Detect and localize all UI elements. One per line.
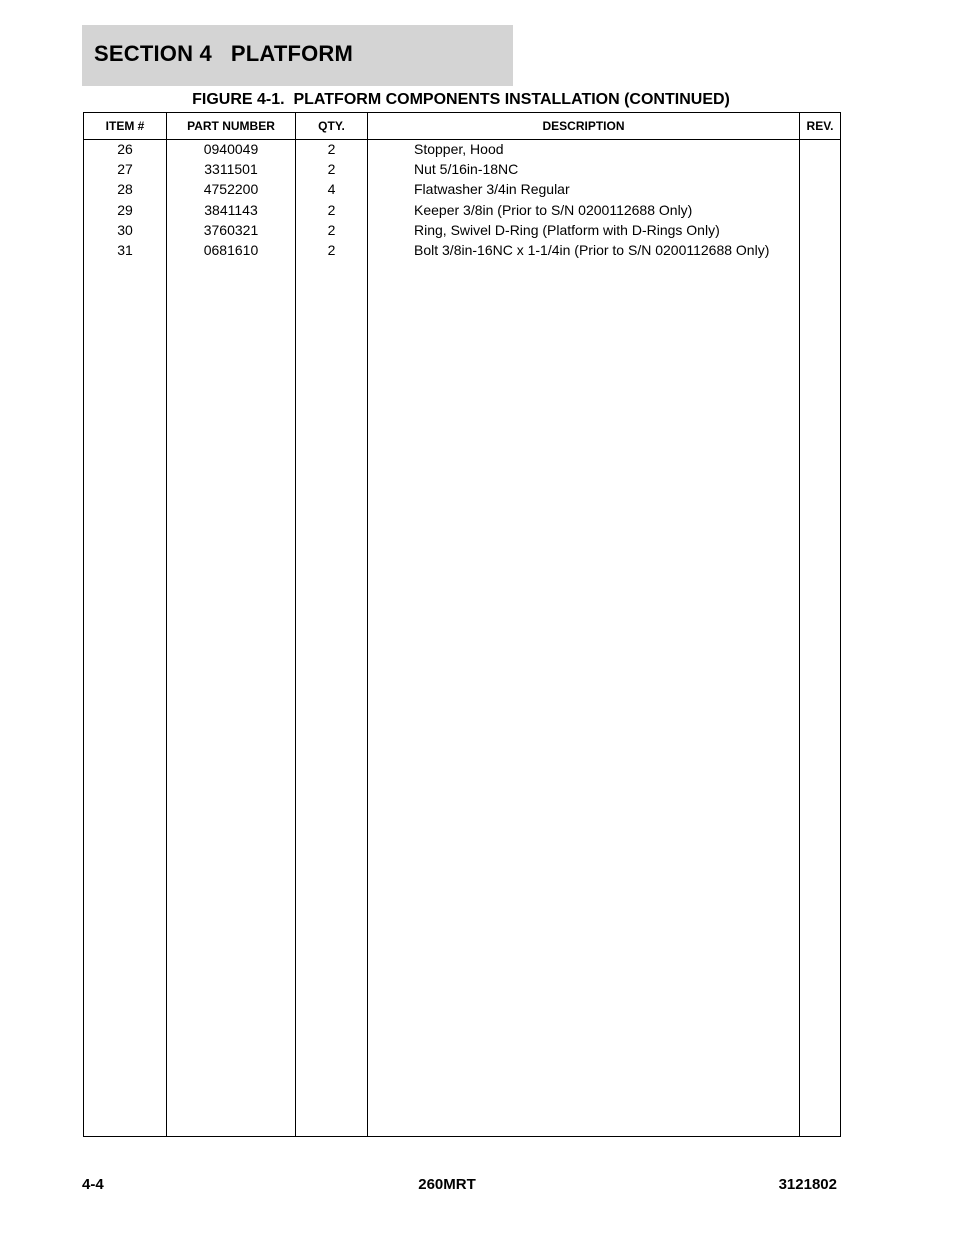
cell-qty: 2 (327, 201, 336, 218)
cell-description: Bolt 3/8in-16NC x 1-1/4in (Prior to S/N 0200112688 Only) (414, 242, 770, 258)
table-row (84, 240, 840, 260)
cell-item: 29 (117, 201, 133, 218)
cell-part-number: 3841143 (204, 201, 258, 218)
cell-part-number: 4752200 (203, 181, 259, 198)
section-banner (82, 25, 513, 86)
column-divider (799, 113, 800, 1136)
cell-qty: 2 (327, 141, 336, 157)
header-part-number: PART NUMBER (187, 119, 275, 133)
cell-item: 27 (117, 161, 133, 178)
cell-description: Ring, Swivel D-Ring (Platform with D-Rings Only) (414, 221, 720, 238)
cell-qty: 2 (327, 161, 336, 178)
table-row (84, 220, 840, 240)
cell-part-number: 3311501 (204, 161, 258, 178)
footer-model: 260MRT (418, 1176, 476, 1193)
parts-table (83, 112, 841, 1137)
header-rev: REV. (806, 119, 834, 133)
cell-part-number: 0940049 (203, 141, 259, 157)
table-row (84, 200, 840, 220)
header-item: ITEM # (105, 119, 145, 133)
cell-rev (800, 220, 840, 240)
footer-page-number: 4-4 (82, 1176, 104, 1193)
table-row (84, 179, 840, 199)
section-title: SECTION 4 PLATFORM (94, 41, 354, 66)
cell-description: Stopper, Hood (414, 141, 504, 157)
cell-description: Keeper 3/8in (Prior to S/N 0200112688 Only) (414, 201, 693, 218)
cell-rev (800, 240, 840, 260)
footer-doc-number: 3121802 (778, 1176, 837, 1193)
cell-rev (800, 179, 840, 199)
cell-qty: 2 (327, 221, 336, 238)
cell-rev (800, 139, 840, 159)
header-qty: QTY. (318, 119, 345, 133)
figure-title: FIGURE 4-1. PLATFORM COMPONENTS INSTALLATION (CONTINUED) (192, 91, 730, 108)
cell-part-number: 0681610 (203, 242, 259, 258)
column-divider (166, 113, 167, 1136)
cell-rev (800, 200, 840, 220)
cell-item: 28 (117, 181, 133, 198)
column-divider (367, 113, 368, 1136)
cell-item: 30 (117, 221, 133, 238)
cell-item: 26 (117, 141, 133, 157)
header-description: DESCRIPTION (542, 119, 625, 133)
cell-rev (800, 159, 840, 179)
cell-description: Nut 5/16in-18NC (414, 161, 519, 178)
table-row (84, 159, 840, 179)
cell-qty: 4 (327, 181, 336, 198)
cell-description: Flatwasher 3/4in Regular (414, 181, 570, 198)
table-row (84, 139, 840, 159)
cell-item: 31 (117, 242, 133, 258)
column-divider (295, 113, 296, 1136)
cell-part-number: 3760321 (203, 221, 259, 238)
cell-qty: 2 (327, 242, 336, 258)
